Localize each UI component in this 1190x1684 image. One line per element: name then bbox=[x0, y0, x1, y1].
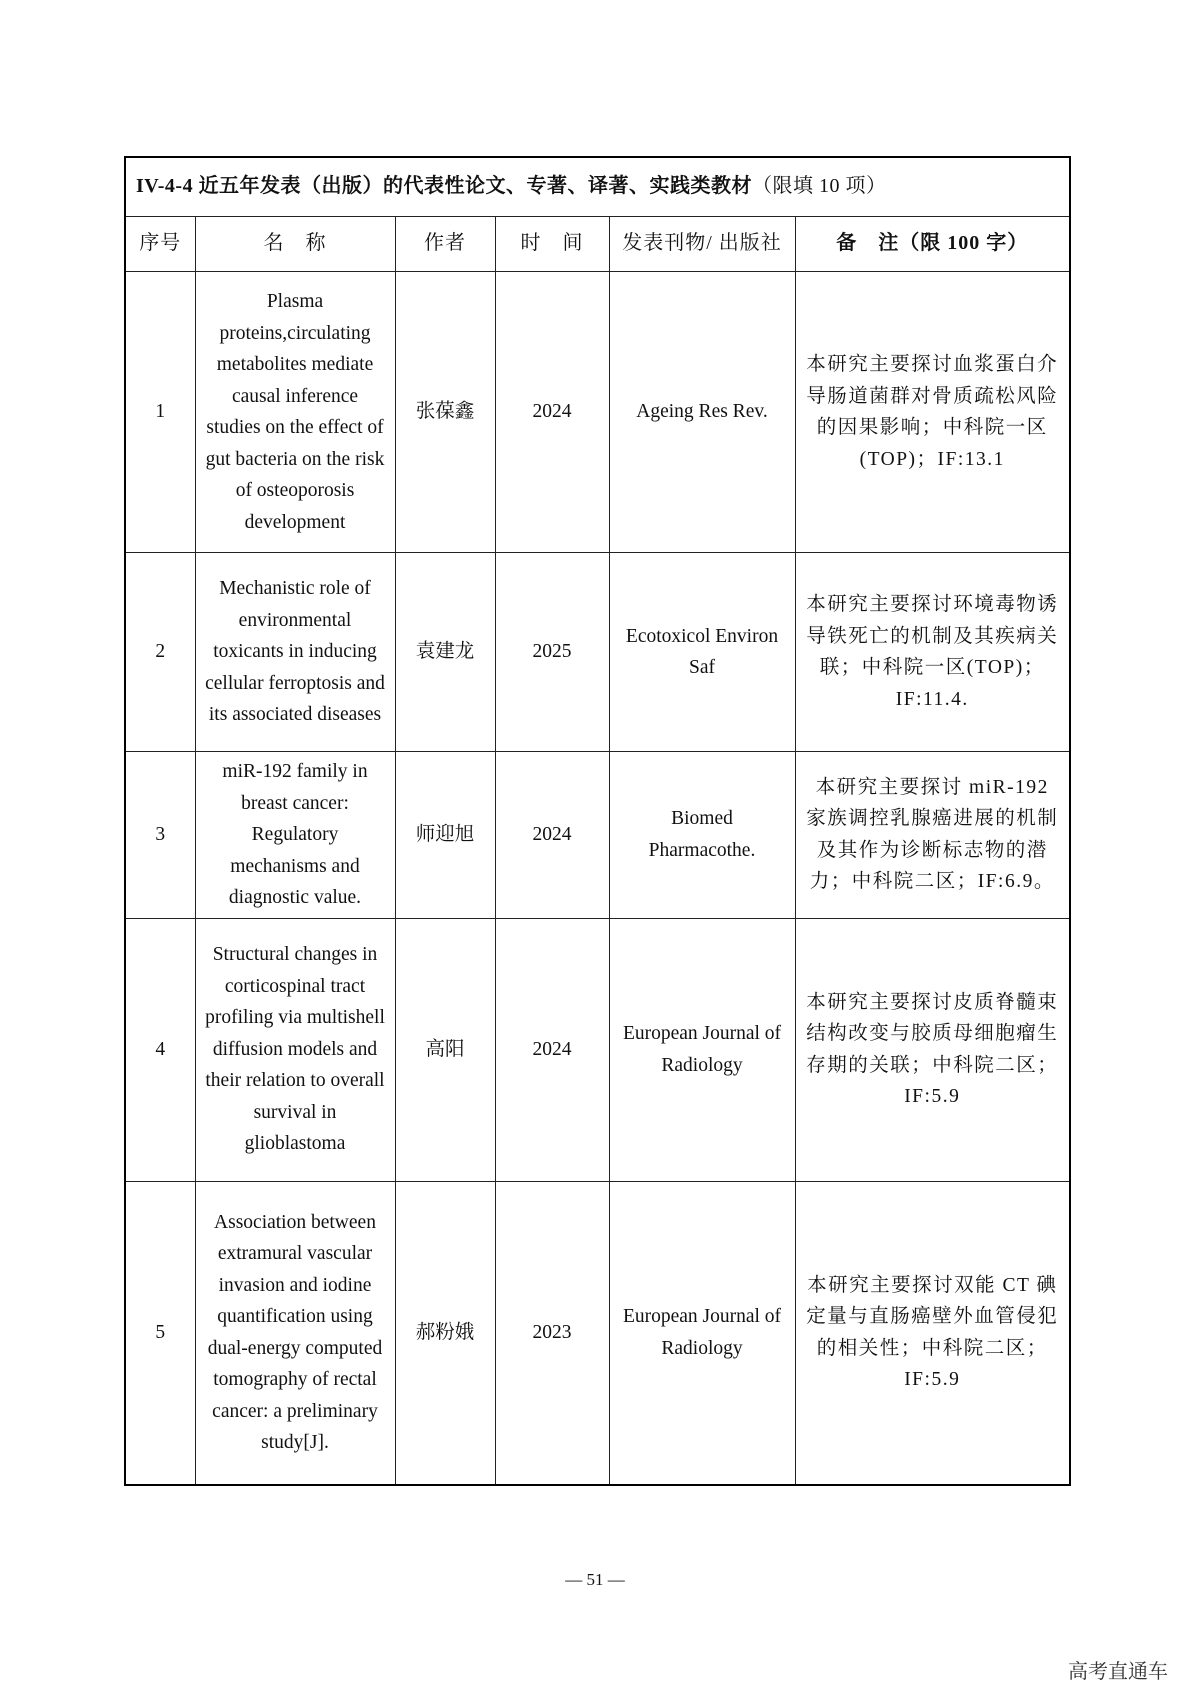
row-remark: 本研究主要探讨 miR-192 家族调控乳腺癌进展的机制及其作为诊断标志物的潜力；中科院二区；IF:6.9。 bbox=[795, 752, 1070, 919]
header-journal: 发表刊物/ 出版社 bbox=[609, 217, 795, 272]
row-title: Structural changes in corticospinal tract profiling via multishell diffusion models and their relation to overall survival in glioblastoma bbox=[195, 918, 395, 1181]
row-remark: 本研究主要探讨皮质脊髓束结构改变与胶质母细胞瘤生存期的关联；中科院二区；IF:5.9 bbox=[795, 918, 1070, 1181]
row-seq: 2 bbox=[125, 553, 195, 752]
header-remark: 备 注（限 100 字） bbox=[795, 217, 1070, 272]
table-row bbox=[125, 1181, 1070, 1485]
row-title: miR-192 family in breast cancer: Regulatory mechanisms and diagnostic value. bbox=[195, 752, 395, 919]
row-journal: European Journal of Radiology bbox=[609, 1181, 795, 1485]
row-year: 2024 bbox=[495, 918, 609, 1181]
row-journal: Ageing Res Rev. bbox=[609, 272, 795, 553]
header-author: 作者 bbox=[395, 217, 495, 272]
row-remark: 本研究主要探讨双能 CT 碘定量与直肠癌壁外血管侵犯的相关性；中科院二区；IF:5.9 bbox=[795, 1181, 1070, 1485]
row-author: 郝粉娥 bbox=[395, 1181, 495, 1485]
section-title-row bbox=[125, 157, 1070, 217]
row-title: Plasma proteins,circulating metabolites mediate causal inference studies on the effect of gut bacteria on the risk of osteoporosis development bbox=[195, 272, 395, 553]
header-time: 时 间 bbox=[495, 217, 609, 272]
table-row bbox=[125, 553, 1070, 752]
row-year: 2024 bbox=[495, 752, 609, 919]
header-name: 名 称 bbox=[195, 217, 395, 272]
publications-table bbox=[124, 156, 1071, 1486]
table-row bbox=[125, 918, 1070, 1181]
row-year: 2024 bbox=[495, 272, 609, 553]
row-author: 师迎旭 bbox=[395, 752, 495, 919]
row-journal: Ecotoxicol Environ Saf bbox=[609, 553, 795, 752]
row-seq: 1 bbox=[125, 272, 195, 553]
row-author: 张葆鑫 bbox=[395, 272, 495, 553]
watermark: 高考直通车 bbox=[1068, 1659, 1168, 1683]
row-seq: 5 bbox=[125, 1181, 195, 1485]
row-author: 高阳 bbox=[395, 918, 495, 1181]
row-remark: 本研究主要探讨环境毒物诱导铁死亡的机制及其疾病关联；中科院一区(TOP)；IF:11.4. bbox=[795, 553, 1070, 752]
row-author: 袁建龙 bbox=[395, 553, 495, 752]
header-seq: 序号 bbox=[125, 217, 195, 272]
row-journal: Biomed Pharmacothe. bbox=[609, 752, 795, 919]
row-journal: European Journal of Radiology bbox=[609, 918, 795, 1181]
row-seq: 4 bbox=[125, 918, 195, 1181]
row-seq: 3 bbox=[125, 752, 195, 919]
section-title bbox=[125, 157, 1070, 217]
section-title-main: IV-4-4 近五年发表（出版）的代表性论文、专著、译著、实践类教材 bbox=[136, 175, 753, 198]
row-title: Mechanistic role of environmental toxicants in inducing cellular ferroptosis and its associated diseases bbox=[195, 553, 395, 752]
section-title-note: （限填 10 项） bbox=[752, 175, 887, 198]
table-row bbox=[125, 272, 1070, 553]
row-remark: 本研究主要探讨血浆蛋白介导肠道菌群对骨质疏松风险的因果影响；中科院一区(TOP)；IF:13.1 bbox=[795, 272, 1070, 553]
table-row bbox=[125, 752, 1070, 919]
page-number: — 51 — bbox=[565, 1570, 625, 1589]
row-year: 2025 bbox=[495, 553, 609, 752]
row-year: 2023 bbox=[495, 1181, 609, 1485]
row-title: Association between extramural vascular invasion and iodine quantification using dual-energy computed tomography of rectal cancer: a preliminary study[J]. bbox=[195, 1181, 395, 1485]
header-row bbox=[125, 217, 1070, 272]
